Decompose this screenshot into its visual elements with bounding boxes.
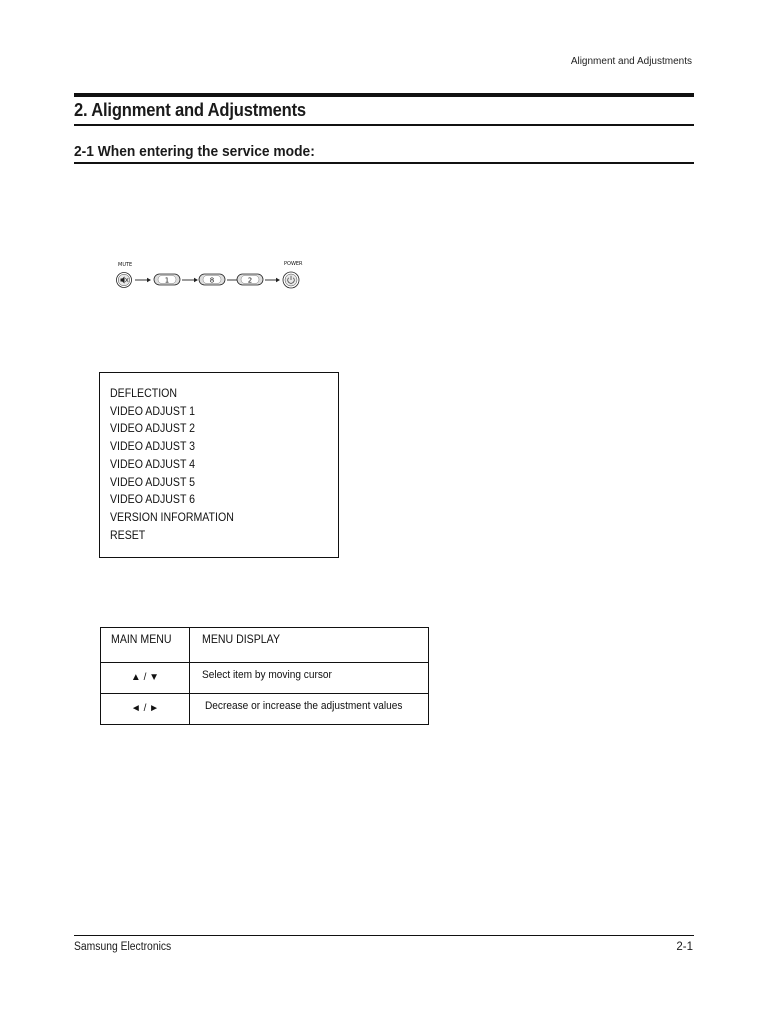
key-2-label: 2 <box>247 276 253 285</box>
arrow-icon <box>265 278 280 282</box>
power-button <box>283 272 299 288</box>
footer-rule <box>74 935 694 936</box>
menu-item-reset: RESET <box>110 529 146 542</box>
running-header: Alignment and Adjustments <box>570 56 692 67</box>
menu-item-video-adjust-6: VIDEO ADJUST 6 <box>110 494 196 507</box>
page-number: 2-1 <box>676 941 693 953</box>
arrow-icon <box>135 278 151 282</box>
header-menu-display: MENU DISPLAY <box>190 628 429 663</box>
key-function-table <box>100 627 429 725</box>
key-8-label: 8 <box>209 276 215 285</box>
key-button-2 <box>237 274 263 285</box>
service-menu-box <box>99 372 339 558</box>
mute-label: MUTE <box>118 262 133 268</box>
footer-company: Samsung Electronics <box>74 941 172 953</box>
menu-item-video-adjust-2: VIDEO ADJUST 2 <box>110 423 196 436</box>
up-down-keys: ▲ / ▼ <box>101 663 190 694</box>
menu-item-video-adjust-1: VIDEO ADJUST 1 <box>110 405 196 418</box>
header-main-menu: MAIN MENU <box>101 628 190 663</box>
arrow-icon <box>182 278 198 282</box>
title-rule-bottom <box>74 124 694 126</box>
row-description: Decrease or increase the adjustment values <box>190 694 429 725</box>
menu-item-video-adjust-5: VIDEO ADJUST 5 <box>110 476 196 489</box>
section-subtitle: 2-1 When entering the service mode: <box>74 143 315 160</box>
remote-key-sequence <box>110 256 310 296</box>
key-1-label: 1 <box>164 276 170 285</box>
menu-item-video-adjust-3: VIDEO ADJUST 3 <box>110 441 196 454</box>
page-title: 2. Alignment and Adjustments <box>74 100 306 120</box>
title-rule-top <box>74 93 694 97</box>
key-button-8 <box>199 274 225 285</box>
table-row <box>101 663 429 694</box>
table-header-row <box>101 628 429 663</box>
menu-item-deflection: DEFLECTION <box>110 388 178 400</box>
menu-item-video-adjust-4: VIDEO ADJUST 4 <box>110 458 196 471</box>
power-label: POWER <box>284 261 303 267</box>
menu-item-version-information: VERSION INFORMATION <box>110 511 234 524</box>
key-button-1 <box>154 274 180 285</box>
table-row <box>101 694 429 725</box>
subtitle-rule <box>74 162 694 164</box>
mute-button <box>117 273 132 288</box>
left-right-keys: ◄ / ► <box>101 694 190 725</box>
row-description: Select item by moving cursor <box>190 663 429 694</box>
